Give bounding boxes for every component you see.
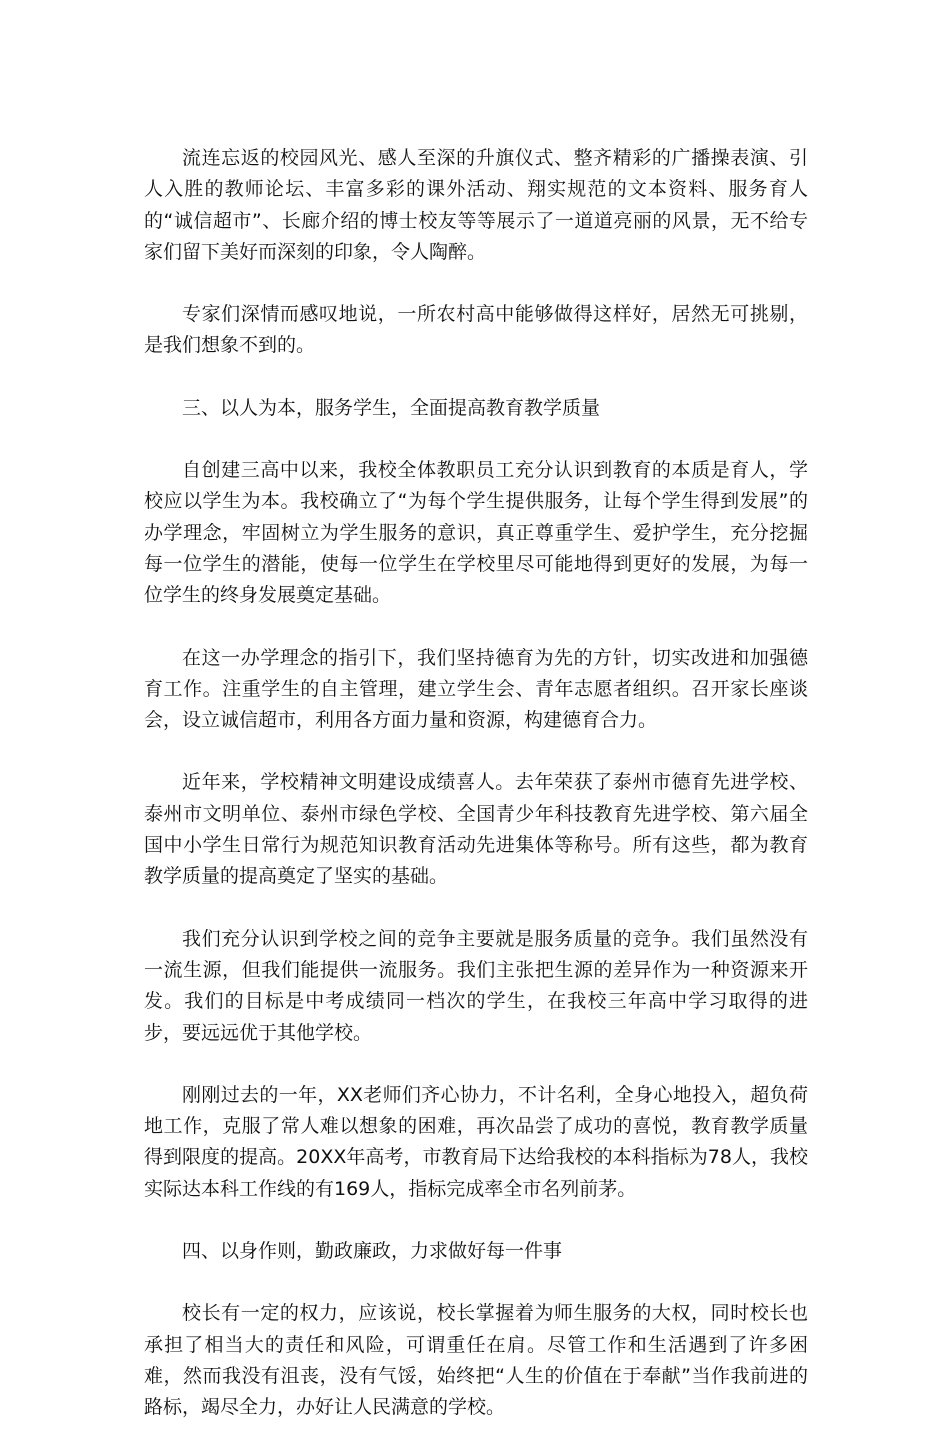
document-page [144,143,808,1455]
section-heading-3: 三、以人为本，服务学生，全面提高教育教学质量 [182,396,601,419]
paragraph-philosophy: 自创建三高中以来，我校全体教职员工充分认识到教育的本质是育人，学校应以学生为本。我校确立了“为每个学生提供服务，让每个学生得到发展”的办学理念，牢固树立为学生服务的意识，真正尊重学生、爱护学生，充分挖掘每一位学生的潜能，使每一位学生在学校里尽可能地得到更好的发展，为每一位学生的终身发展奠定基础。 [144,459,808,607]
paragraph-service-quality: 我们充分认识到学校之间的竞争主要就是服务质量的竞争。我们虽然没有一流生源，但我们能提供一流服务。我们主张把生源的差异作为一种资源来开发。我们的目标是中考成绩同一档次的学生，在我校三年高中学习取得的进步，要远远优于其他学校。 [144,927,808,1044]
paragraph-expert-praise: 专家们深情而感叹地说，一所农村高中能够做得这样好，居然无可挑剔，是我们想象不到的。 [144,303,808,357]
paragraph-campus-impression: 流连忘返的校园风光、感人至深的升旗仪式、整齐精彩的广播操表演、引人入胜的教师论坛、丰富多彩的课外活动、翔实规范的文本资料、服务育人的“诚信超市”、长廊介绍的博士校友等等展示了一道道亮丽的风景，无不给专家们留下美好而深刻的印象，令人陶醉。 [144,147,808,263]
paragraph-honors: 近年来，学校精神文明建设成绩喜人。去年荣获了泰州市德育先进学校、泰州市文明单位、泰州市绿色学校、全国青少年科技教育先进学校、第六届全国中小学生日常行为规范知识教育活动先进集体等称号。所有这些，都为教育教学质量的提高奠定了坚实的基础。 [144,771,808,888]
paragraph-exam-results: 刚刚过去的一年，XX老师们齐心协力，不计名利，全身心地投入，超负荷地工作，克服了常人难以想象的困难，再次品尝了成功的喜悦，教育教学质量得到限度的提高。20XX年高考，市教育局下达给我校的本科指标为78人，我校实际达本科工作线的有169人，指标完成率全市名列前茅。 [144,1083,808,1200]
paragraph-principal-duty: 校长有一定的权力，应该说，校长掌握着为师生服务的大权，同时校长也承担了相当大的责任和风险，可谓重任在肩。尽管工作和生活遇到了许多困难，然而我没有沮丧，没有气馁，始终把“人生的价值在于奉献”当作我前进的路标，竭尽全力，办好让人民满意的学校。 [144,1302,808,1419]
section-heading-4: 四、以身作则，勤政廉政，力求做好每一件事 [182,1240,563,1263]
paragraph-moral-education: 在这一办学理念的指引下，我们坚持德育为先的方针，切实改进和加强德育工作。注重学生的自主管理，建立学生会、青年志愿者组织。召开家长座谈会，设立诚信超市，利用各方面力量和资源，构建德育合力。 [144,646,808,732]
